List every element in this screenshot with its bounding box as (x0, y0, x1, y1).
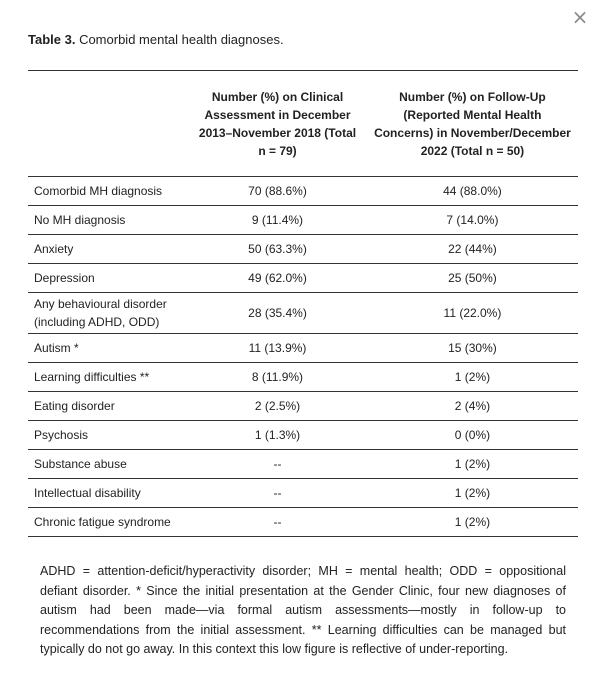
cell-diagnosis: Intellectual disability (28, 479, 188, 508)
cell-followup: 1 (2%) (367, 450, 578, 479)
cell-clinical: 49 (62.0%) (188, 264, 367, 293)
cell-followup: 25 (50%) (367, 264, 578, 293)
table-row (28, 508, 578, 537)
cell-clinical: -- (188, 508, 367, 537)
table-row (28, 293, 578, 334)
cell-clinical: 11 (13.9%) (188, 334, 367, 363)
cell-diagnosis: Substance abuse (28, 450, 188, 479)
cell-clinical: 9 (11.4%) (188, 206, 367, 235)
cell-followup: 1 (2%) (367, 363, 578, 392)
cell-followup: 1 (2%) (367, 508, 578, 537)
cell-diagnosis: Learning difficulties ** (28, 363, 188, 392)
table-header-row (28, 71, 578, 177)
cell-diagnosis: Eating disorder (28, 392, 188, 421)
cell-clinical: 8 (11.9%) (188, 363, 367, 392)
table-row (28, 235, 578, 264)
header-clinical-assessment: Number (%) on Clinical Assessment in December 2013–November 2018 (Total n = 79) (188, 71, 367, 177)
table-row (28, 177, 578, 206)
cell-clinical: 28 (35.4%) (188, 293, 367, 334)
cell-diagnosis: Depression (28, 264, 188, 293)
cell-diagnosis: No MH diagnosis (28, 206, 188, 235)
cell-diagnosis: Chronic fatigue syndrome (28, 508, 188, 537)
table-footnote: ADHD = attention-deficit/hyperactivity disorder; MH = mental health; ODD = oppositional defiant disorder. * Since the initial presentation at the Gender Clinic, four new diagnoses of autism had been made—via formal autism assessments—mostly in follow-up to recommendations from the initial assessment. ** Learning difficulties can be managed but typically do not go away. In this context this low figure is reflective of under-reporting. (40, 564, 566, 656)
cell-diagnosis: Psychosis (28, 421, 188, 450)
close-icon[interactable]: × (571, 5, 589, 29)
header-diagnosis (28, 71, 188, 177)
table-row (28, 479, 578, 508)
table-caption-text: Comorbid mental health diagnoses. (75, 32, 284, 47)
table-caption-label: Table 3. (28, 32, 76, 47)
cell-followup: 15 (30%) (367, 334, 578, 363)
cell-followup: 44 (88.0%) (367, 177, 578, 206)
cell-diagnosis: Any behavioural disorder (including ADHD, ODD) (28, 293, 188, 334)
cell-clinical: 1 (1.3%) (188, 421, 367, 450)
cell-diagnosis: Comorbid MH diagnosis (28, 177, 188, 206)
cell-followup: 22 (44%) (367, 235, 578, 264)
table-row (28, 450, 578, 479)
cell-clinical: 70 (88.6%) (188, 177, 367, 206)
table-row (28, 363, 578, 392)
cell-diagnosis: Anxiety (28, 235, 188, 264)
cell-followup: 2 (4%) (367, 392, 578, 421)
table-row (28, 334, 578, 363)
cell-clinical: 50 (63.3%) (188, 235, 367, 264)
table-caption (28, 32, 284, 47)
cell-followup: 1 (2%) (367, 479, 578, 508)
table-row (28, 421, 578, 450)
cell-followup: 7 (14.0%) (367, 206, 578, 235)
cell-clinical: -- (188, 479, 367, 508)
cell-followup: 11 (22.0%) (367, 293, 578, 334)
cell-clinical: 2 (2.5%) (188, 392, 367, 421)
table-row (28, 392, 578, 421)
comorbid-diagnoses-table (28, 70, 578, 537)
cell-diagnosis: Autism * (28, 334, 188, 363)
cell-followup: 0 (0%) (367, 421, 578, 450)
table-row (28, 264, 578, 293)
header-follow-up: Number (%) on Follow-Up (Reported Mental Health Concerns) in November/December 2022 (Total n = 50) (367, 71, 578, 177)
cell-clinical: -- (188, 450, 367, 479)
table-row (28, 206, 578, 235)
